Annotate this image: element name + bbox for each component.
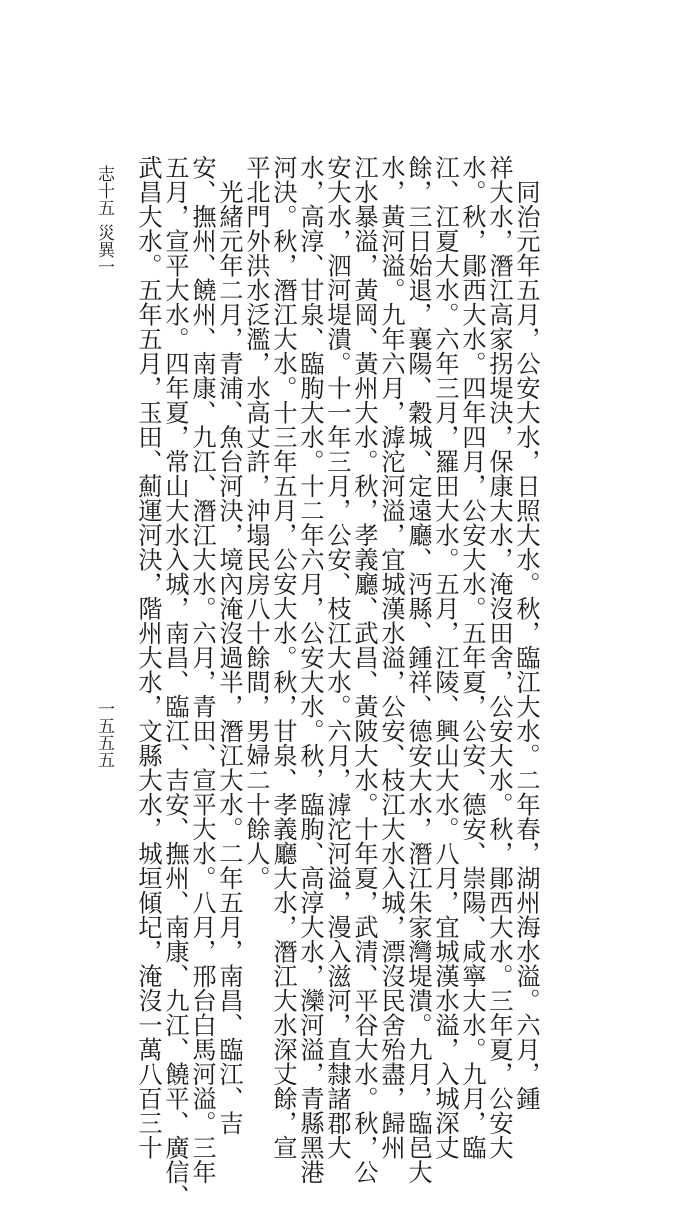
text-column: 祥大水，潛江高家拐堤決，保康大水，淹沒田舍，公安大水。秋，鄖西大水。三年夏，公安大: [485, 155, 513, 1160]
text-column: 水。秋，鄖西大水。四年四月，公安大水。五年夏，公安、德安、崇陽、咸寧大水。九月，臨: [458, 155, 486, 1160]
text-column: 平北門外洪水泛濫，水高丈許，沖塌民房八十餘間，男婦二十餘人。: [242, 155, 270, 890]
text-column: 江、江夏大水。六年三月，羅田大水。五月，江陵、興山大水。八月，宜城漢水溢，入城深丈: [431, 155, 459, 1160]
text-column: 五月，宣平大水。四年夏，常山大水入城，南昌、臨江、吉安、撫州、南康、九江、饒平、廣信、: [161, 155, 189, 1209]
text-column: 餘，三日始退，襄陽、穀城、定遠廳、沔縣、鍾祥、德安大水，潛江朱家灣堤潰。九月，臨邑大: [404, 155, 432, 1184]
text-column: 水，黃河溢。九年六月，滹沱河溢，宜城漢水溢，公安、枝江大水入城，漂沒民舍殆盡，歸州: [377, 155, 405, 1160]
text-column: 同治元年五月，公安大水，日照大水。秋，臨江大水。二年春，湖州海水溢。六月，鍾: [512, 155, 540, 1111]
text-column: 河決。秋，潛江大水。十三年五月，公安大水。秋，甘泉、孝義廳大水，潛江大水深丈餘，宣: [269, 155, 297, 1160]
text-column: 安、撫州、饒州、南康、九江、潛江大水。六月，青田、宣平大水。八月，邢台白馬河溢。三年: [188, 155, 216, 1184]
text-column: 武昌大水。五年五月，玉田、薊運河決，階州大水，文縣大水，城垣傾圮，淹沒一萬八百三十: [134, 155, 162, 1160]
chapter-label: 災異一: [94, 224, 114, 275]
text-column: 江水暴溢，黃岡、黃州大水。秋，孝義廳、武昌、黃陂大水。十年夏，武清、平谷大水。秋，公: [350, 155, 378, 1184]
page-number: 一五五五: [94, 700, 114, 768]
text-column: 安大水，泗河堤潰。十一年三月，公安、枝江大水。六月，滹沱河溢，漫入滋河，直隸諸郡大: [323, 155, 351, 1160]
section-label: 志十五: [94, 165, 114, 216]
text-column: 光緒元年二月，青浦、魚台河決，境內淹沒過半，潛江大水。二年五月，南昌、臨江、吉: [215, 155, 243, 1135]
text-column: 水，高淳、甘泉、臨朐大水。十二年六月，公安大水。秋，臨朐、高淳大水，灤河溢，青縣黑港: [296, 155, 324, 1184]
